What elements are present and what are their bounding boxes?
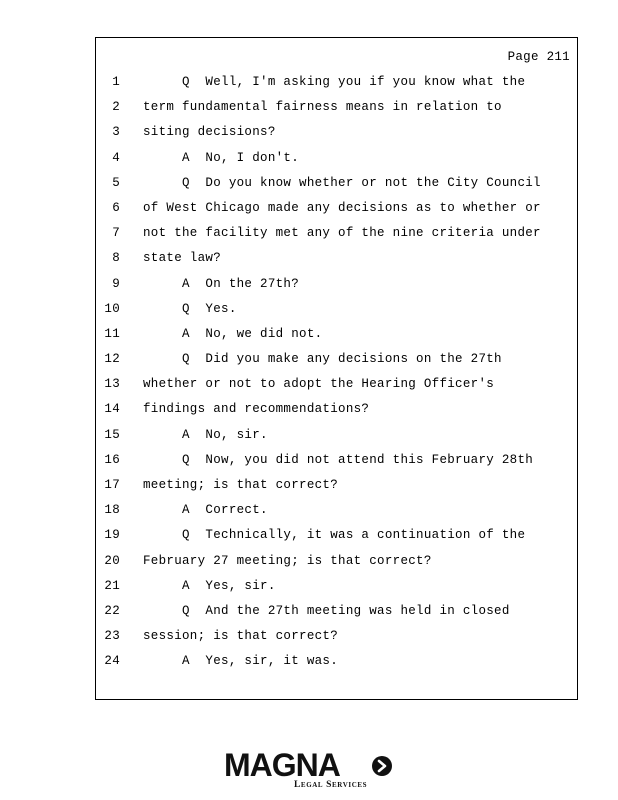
line-text: A On the 27th?	[143, 276, 300, 291]
line-number: 12	[104, 352, 120, 367]
chevron-right-circle-icon	[371, 755, 393, 777]
transcript-line	[96, 649, 577, 674]
line-number: 7	[112, 226, 120, 241]
transcript-line	[96, 549, 577, 574]
line-number: 6	[112, 200, 120, 215]
transcript-line	[96, 574, 577, 599]
line-text: Q And the 27th meeting was held in closed	[143, 603, 510, 618]
transcript-line	[96, 297, 577, 322]
line-number: 8	[112, 251, 120, 266]
transcript-line	[96, 372, 577, 397]
transcript-line	[96, 171, 577, 196]
line-text: Q Now, you did not attend this February 28th	[143, 452, 534, 467]
line-number: 16	[104, 452, 120, 467]
line-number: 24	[104, 654, 120, 669]
line-number: 14	[104, 402, 120, 417]
line-text: Q Technically, it was a continuation of the	[143, 528, 526, 543]
transcript-line	[96, 322, 577, 347]
line-text: A No, we did not.	[143, 326, 323, 341]
transcript-line	[96, 498, 577, 523]
line-text: Q Yes.	[143, 301, 237, 316]
line-text: findings and recommendations?	[143, 402, 370, 417]
line-number: 9	[112, 276, 120, 291]
transcript-line	[96, 146, 577, 171]
line-text: A No, I don't.	[143, 150, 300, 165]
line-number: 20	[104, 553, 120, 568]
transcript-line	[96, 523, 577, 548]
line-text: of West Chicago made any decisions as to whether or	[143, 200, 541, 215]
transcript-line	[96, 347, 577, 372]
line-number: 19	[104, 528, 120, 543]
line-number: 1	[112, 75, 120, 89]
line-number: 22	[104, 603, 120, 618]
line-text: meeting; is that correct?	[143, 478, 339, 492]
transcript-line	[96, 221, 577, 246]
transcript-line	[96, 423, 577, 448]
line-number: 13	[104, 377, 120, 392]
line-number: 17	[104, 478, 120, 492]
transcript-line	[96, 397, 577, 422]
line-text: not the facility met any of the nine criteria under	[143, 226, 541, 241]
line-text: A Yes, sir, it was.	[143, 654, 339, 669]
line-text: Q Well, I'm asking you if you know what the	[143, 75, 526, 89]
transcript-line	[96, 624, 577, 649]
line-text: A Correct.	[143, 503, 268, 518]
line-number: 5	[112, 175, 120, 190]
line-number: 11	[104, 326, 120, 341]
line-number: 4	[112, 150, 120, 165]
transcript-line	[96, 95, 577, 120]
transcript-lines	[96, 70, 577, 675]
line-text: February 27 meeting; is that correct?	[143, 553, 432, 568]
transcript-line	[96, 272, 577, 297]
transcript-line	[96, 120, 577, 145]
line-number: 18	[104, 503, 120, 518]
line-text: Q Did you make any decisions on the 27th	[143, 352, 502, 367]
line-text: siting decisions?	[143, 125, 276, 140]
line-number: 3	[112, 125, 120, 140]
transcript-line	[96, 599, 577, 624]
line-text: A Yes, sir.	[143, 578, 276, 593]
line-text: term fundamental fairness means in relation to	[143, 100, 502, 115]
line-text: session; is that correct?	[143, 629, 339, 644]
line-number: 23	[104, 629, 120, 644]
page-number: Page 211	[507, 50, 570, 64]
transcript-line	[96, 70, 577, 95]
transcript-line	[96, 246, 577, 271]
line-number: 10	[104, 301, 120, 316]
line-number: 15	[104, 427, 120, 442]
transcript-line	[96, 473, 577, 498]
transcript-line	[96, 448, 577, 473]
transcript-page	[95, 37, 578, 700]
logo-subtitle: Legal Services	[294, 780, 368, 790]
line-text: whether or not to adopt the Hearing Officer's	[143, 377, 495, 392]
logo-wordmark: MAGNA	[224, 747, 340, 783]
magna-logo	[224, 748, 396, 792]
line-text: Q Do you know whether or not the City Council	[143, 175, 541, 190]
transcript-line	[96, 196, 577, 221]
line-text: A No, sir.	[143, 427, 268, 442]
line-number: 21	[104, 578, 120, 593]
line-text: state law?	[143, 251, 222, 266]
line-number: 2	[112, 100, 120, 115]
